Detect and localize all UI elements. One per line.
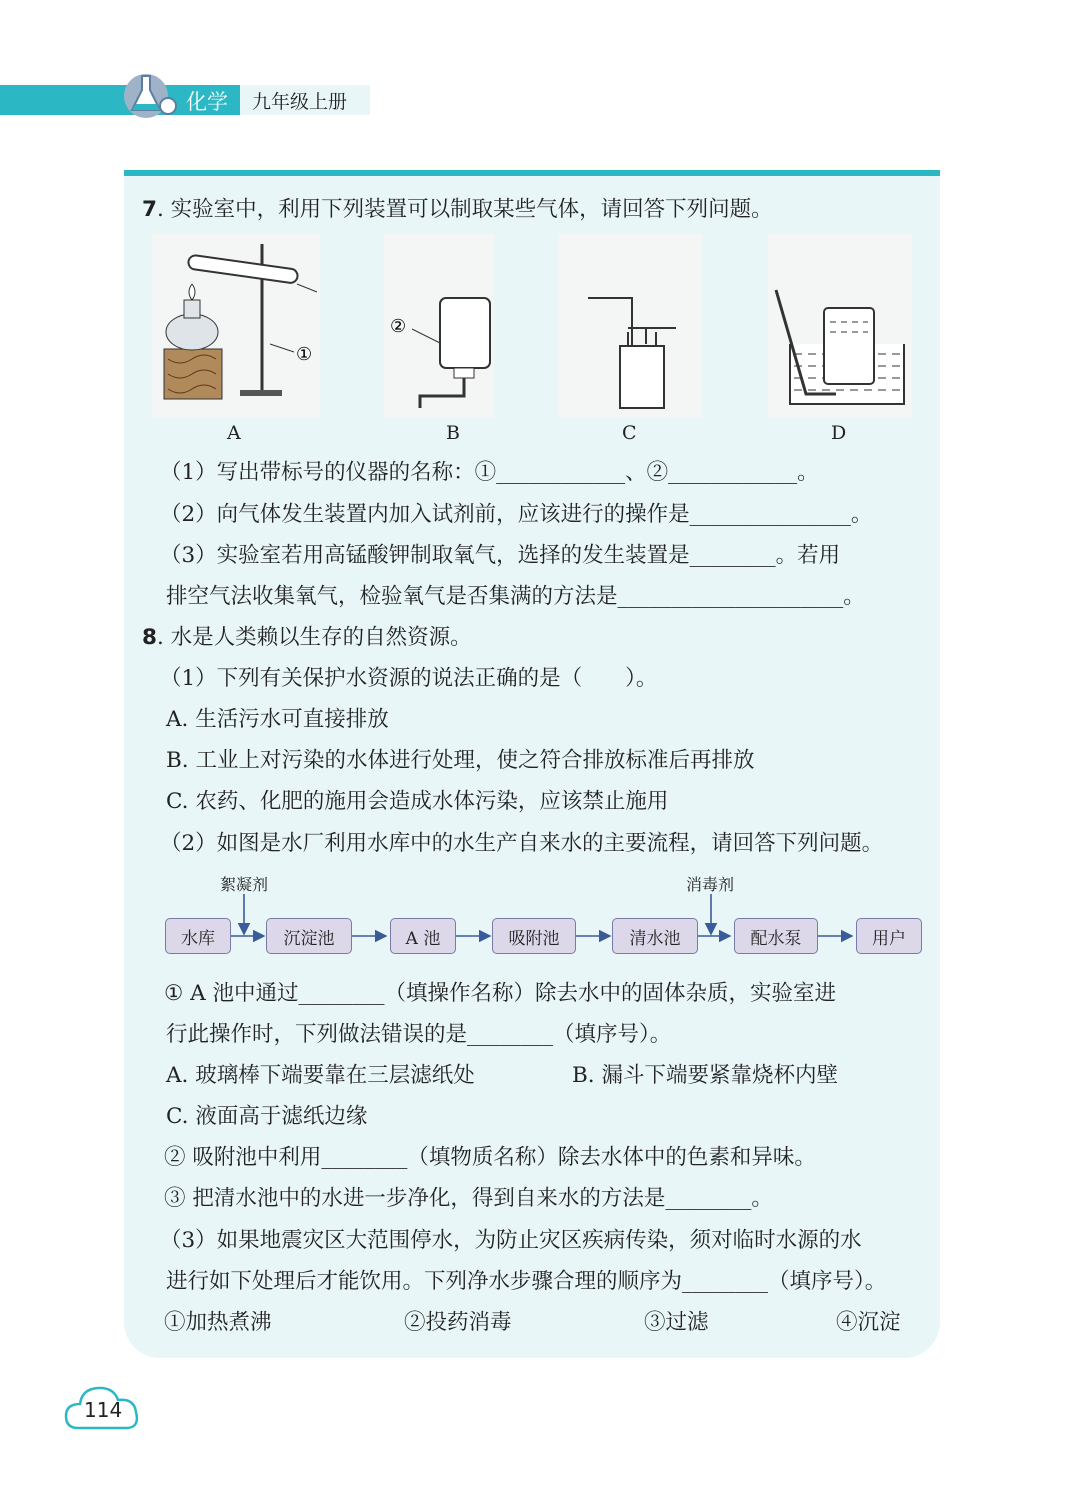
q8-sub1-option-b: B. 漏斗下端要紧靠烧杯内壁 (572, 1063, 838, 1088)
gas-bottle-diagram (558, 234, 702, 418)
apparatus-c (558, 234, 702, 418)
flow-step-clear-water: 清水池 (612, 918, 698, 954)
q8-number: 8 (142, 625, 157, 650)
q8-stem-text: . 水是人类赖以生存的自然资源。 (156, 625, 472, 650)
flow-step-adsorption: 吸附池 (492, 918, 576, 954)
q8-sub1b: 行此操作时，下列做法错误的是________（填序号）。 (166, 1022, 672, 1047)
q7-part3b: 排空气法收集氧气，检验氧气是否集满的方法是_____________________。 (166, 584, 865, 609)
q8-sub2: ② 吸附池中利用________（填物质名称）除去水体中的色素和异味。 (164, 1145, 816, 1170)
q8-option-a: A. 生活污水可直接排放 (166, 707, 389, 732)
q7-number: 7 (142, 197, 157, 222)
q7-part2: （2）向气体发生装置内加入试剂前，应该进行的操作是_______________。 (160, 502, 873, 527)
page-number: 114 (84, 1398, 123, 1422)
flow-step-user: 用户 (856, 918, 922, 954)
apparatus-label-a: A (227, 422, 241, 444)
q8-sub3: ③ 把清水池中的水进一步净化，得到自来水的方法是________。 (164, 1186, 773, 1211)
flow-step-sedimentation: 沉淀池 (266, 918, 352, 954)
apparatus-d (768, 234, 912, 418)
panel-top-rule (124, 170, 940, 176)
marker-2: ② (390, 316, 407, 337)
water-trough-diagram (768, 234, 912, 418)
q8-part3b: 进行如下处理后才能饮用。下列净水步骤合理的顺序为________（填序号）。 (166, 1269, 887, 1294)
flow-step-reservoir: 水库 (165, 918, 231, 954)
grade-label: 九年级上册 (252, 91, 348, 113)
q7-stem-text: . 实验室中，利用下列装置可以制取某些气体，请回答下列问题。 (156, 197, 773, 222)
apparatus-label-d: D (831, 422, 847, 444)
flow-reagent-disinfectant: 消毒剂 (686, 875, 735, 894)
q7-stem (142, 195, 773, 225)
q8-part1: （1）下列有关保护水资源的说法正确的是（ ）。 (160, 666, 658, 691)
subject-label: 化学 (186, 90, 228, 114)
q8-step-settle: ④沉淀 (836, 1310, 901, 1335)
apparatus-label-c: C (622, 422, 637, 444)
q7-part3a: （3）实验室若用高锰酸钾制取氧气，选择的发生装置是________。若用 (160, 543, 841, 568)
marker-1: ① (296, 344, 313, 365)
flow-step-a-pool: A 池 (390, 918, 456, 954)
q8-step-boil: ①加热煮沸 (164, 1310, 272, 1335)
q8-sub1-option-c: C. 液面高于滤纸边缘 (166, 1104, 368, 1129)
alcohol-lamp-stand-diagram (152, 234, 320, 418)
flow-step-pump: 配水泵 (734, 918, 818, 954)
q8-option-c: C. 农药、化肥的施用会造成水体污染，应该禁止施用 (166, 789, 669, 814)
q8-step-disinfect: ②投药消毒 (404, 1310, 512, 1335)
apparatus-label-b: B (446, 422, 460, 444)
q8-sub1-option-a: A. 玻璃棒下端要靠在三层滤纸处 (166, 1063, 475, 1088)
separatory-funnel-diagram (384, 234, 494, 418)
flow-reagent-flocculant: 絮凝剂 (220, 875, 269, 894)
q8-sub1a: ① A 池中通过________（填操作名称）除去水中的固体杂质，实验室进 (164, 981, 836, 1006)
q8-option-b: B. 工业上对污染的水体进行处理，使之符合排放标准后再排放 (166, 748, 755, 773)
q8-part3a: （3）如果地震灾区大范围停水，为防止灾区疾病传染，须对临时水源的水 (160, 1228, 862, 1253)
apparatus-b (384, 234, 494, 418)
flask-logo-icon (120, 68, 180, 120)
q8-step-filter: ③过滤 (644, 1310, 709, 1335)
q7-part1: （1）写出带标号的仪器的名称：①____________、②____________。 (160, 460, 819, 485)
q8-part2: （2）如图是水厂利用水库中的水生产自来水的主要流程，请回答下列问题。 (160, 831, 884, 856)
apparatus-a (152, 234, 320, 418)
q8-stem (142, 623, 472, 653)
